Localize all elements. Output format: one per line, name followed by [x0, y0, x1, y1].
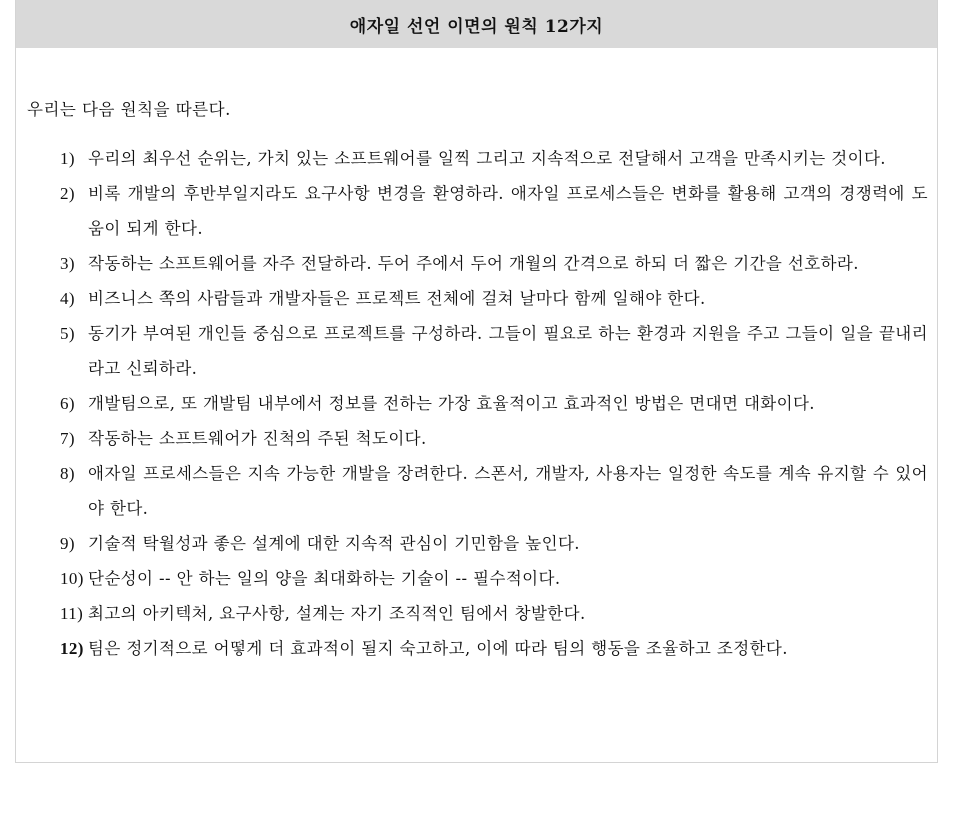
- principle-item: [60, 386, 928, 421]
- principle-item: [60, 526, 928, 561]
- principle-item: [60, 281, 928, 316]
- principle-text: 동기가 부여된 개인들 중심으로 프로젝트를 구성하라. 그들이 필요로 하는 환경과 지원을 주고 그들이 일을 끝내리라고 신뢰하라.: [88, 324, 928, 378]
- principle-text: 작동하는 소프트웨어가 진척의 주된 척도이다.: [88, 429, 427, 448]
- principle-text: 우리의 최우선 순위는, 가치 있는 소프트웨어를 일찍 그리고 지속적으로 전달해서 고객을 만족시키는 것이다.: [88, 149, 886, 168]
- principle-item: [60, 316, 928, 386]
- page-title: 애자일 선언 이면의 원칙 12가지: [349, 16, 604, 37]
- principle-number: 5): [60, 324, 75, 343]
- principle-number: 6): [60, 394, 75, 413]
- principle-number: 3): [60, 254, 75, 273]
- principle-number: 4): [60, 289, 75, 308]
- principle-item: [60, 596, 928, 631]
- principle-item: [60, 141, 928, 176]
- principle-item: [60, 456, 928, 526]
- principle-number: 2): [60, 184, 75, 203]
- principle-text: 작동하는 소프트웨어를 자주 전달하라. 두어 주에서 두어 개월의 간격으로 하되 더 짧은 기간을 선호하라.: [88, 254, 859, 273]
- principle-number: 11): [60, 604, 84, 623]
- principle-text: 팀은 정기적으로 어떻게 더 효과적이 될지 숙고하고, 이에 따라 팀의 행동을 조율하고 조정한다.: [88, 639, 788, 658]
- principle-number: 9): [60, 534, 75, 553]
- principle-text: 애자일 프로세스들은 지속 가능한 개발을 장려한다. 스폰서, 개발자, 사용자는 일정한 속도를 계속 유지할 수 있어야 한다.: [88, 464, 928, 518]
- intro-text: 우리는 다음 원칙을 따른다.: [27, 100, 231, 119]
- principle-number: 1): [60, 149, 75, 168]
- principle-item: [60, 561, 928, 596]
- principle-number: 7): [60, 429, 75, 448]
- principle-text: 비록 개발의 후반부일지라도 요구사항 변경을 환영하라. 애자일 프로세스들은 변화를 활용해 고객의 경쟁력에 도움이 되게 한다.: [88, 184, 928, 238]
- principle-text: 개발팀으로, 또 개발팀 내부에서 정보를 전하는 가장 효율적이고 효과적인 방법은 면대면 대화이다.: [88, 394, 815, 413]
- principle-text: 기술적 탁월성과 좋은 설계에 대한 지속적 관심이 기민함을 높인다.: [88, 534, 580, 553]
- title-bar: [16, 0, 937, 48]
- principle-number: 10): [60, 569, 84, 588]
- principle-item: [60, 176, 928, 246]
- principle-text: 비즈니스 쪽의 사람들과 개발자들은 프로젝트 전체에 걸쳐 날마다 함께 일해야 한다.: [88, 289, 706, 308]
- principles-list: [60, 141, 928, 666]
- principle-item: [60, 421, 928, 456]
- principle-number: 8): [60, 464, 75, 483]
- principle-number: 12): [60, 639, 84, 658]
- principle-text: 단순성이 -- 안 하는 일의 양을 최대화하는 기술이 -- 필수적이다.: [88, 569, 561, 588]
- principle-text: 최고의 아키텍처, 요구사항, 설계는 자기 조직적인 팀에서 창발한다.: [88, 604, 586, 623]
- document-box: [15, 0, 938, 763]
- principle-item: [60, 246, 928, 281]
- principle-item: [60, 631, 928, 666]
